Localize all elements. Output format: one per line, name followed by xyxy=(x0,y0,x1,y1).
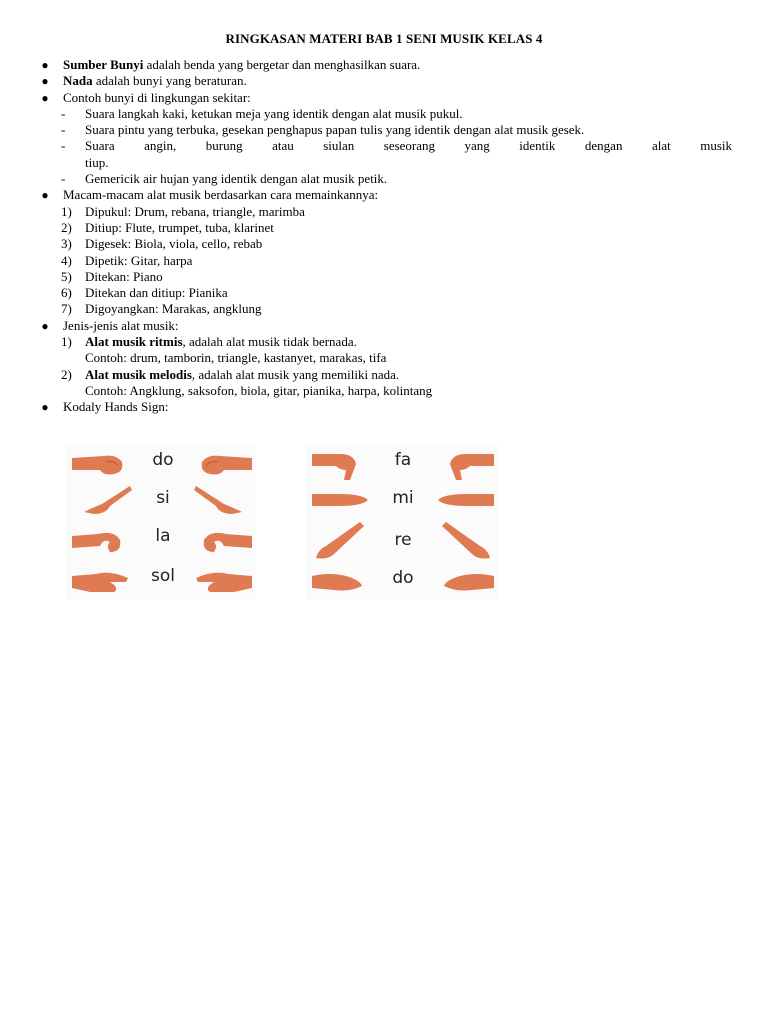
bullet-icon: ● xyxy=(41,318,49,333)
bullet-icon: ● xyxy=(41,400,49,415)
syllable-re: re xyxy=(394,530,412,550)
macam-heading: Macam-macam alat musik berdasarkan cara memainkannya: xyxy=(63,187,379,203)
sub-item: - Gemericik air hujan yang identik dengan alat musik petik. xyxy=(61,171,388,187)
sub-item: - Suara pintu yang terbuka, gesekan penghapus papan tulis yang identik dengan alat musik gesek. xyxy=(61,122,585,138)
bullet-icon: ● xyxy=(41,90,49,105)
example-line xyxy=(38,383,732,399)
example-line xyxy=(38,350,732,366)
hand-horizontal-icon xyxy=(436,488,492,516)
bullet-icon: ● xyxy=(41,188,49,203)
page-title: RINGKASAN MATERI BAB 1 SENI MUSIK KELAS 4 xyxy=(225,31,543,46)
list-item-nada xyxy=(38,73,732,89)
sub-item: - Suara angin, burung atau siulan seseorang yang identik dengan alat musik xyxy=(61,138,732,154)
hand-flat-icon xyxy=(194,566,250,594)
sub-item-continuation xyxy=(38,155,732,171)
numbered-item-text: Digesek: Biola, viola, cello, rebab xyxy=(85,236,263,252)
hand-angled-up-icon xyxy=(438,520,494,548)
syllable-mi: mi xyxy=(392,488,414,508)
content-body xyxy=(38,57,732,416)
term-nada: Nada xyxy=(63,73,93,89)
bullet-icon: ● xyxy=(41,58,49,72)
numbered-item-text: Dipetik: Gitar, harpa xyxy=(85,252,193,268)
hand-thumb-down-icon xyxy=(310,450,366,478)
numbered-item: 4) Dipetik: Gitar, harpa xyxy=(61,252,193,268)
hand-flat-icon xyxy=(70,566,126,594)
sub-item-text: Suara langkah kaki, ketukan meja yang identik dengan alat musik pukul. xyxy=(85,105,463,121)
sub-item: - Suara langkah kaki, ketukan meja yang identik dengan alat musik pukul. xyxy=(61,105,463,121)
hand-angled-up-icon xyxy=(312,520,368,548)
kodaly-panel-left xyxy=(66,446,256,600)
hand-palm-down-icon xyxy=(440,570,496,598)
numbered-item: 3) Digesek: Biola, viola, cello, rebab xyxy=(61,236,263,252)
syllable-do: do xyxy=(152,450,174,470)
numbered-item-text: Ditekan: Piano xyxy=(85,268,163,284)
syllable-fa: fa xyxy=(394,450,412,470)
hand-point-up-icon xyxy=(80,484,136,512)
hand-fist-icon xyxy=(70,450,126,478)
numbered-item-text: Dipukul: Drum, rebana, triangle, marimba xyxy=(85,203,305,219)
syllable-la: la xyxy=(155,526,171,546)
kodaly-panel-right xyxy=(306,446,498,600)
numbered-item-text: , adalah alat musik tidak bernada. xyxy=(182,334,357,350)
hand-point-up-icon xyxy=(190,484,246,512)
numbered-item: 1) Dipukul: Drum, rebana, triangle, marimba xyxy=(61,203,305,219)
sub-item-text: Gemericik air hujan yang identik dengan alat musik petik. xyxy=(85,171,388,187)
hand-palm-down-icon xyxy=(310,570,366,598)
list-item-contoh-bunyi xyxy=(38,90,732,106)
numbered-item: 5) Ditekan: Piano xyxy=(61,268,163,284)
list-item-kodaly xyxy=(38,399,732,415)
numbered-item: 7) Digoyangkan: Marakas, angklung xyxy=(61,301,262,317)
term-melodis: Alat musik melodis xyxy=(85,366,192,382)
term-ritmis: Alat musik ritmis xyxy=(85,334,183,350)
syllable-sol: sol xyxy=(151,566,175,586)
numbered-item: 1) Alat musik ritmis, adalah alat musik tidak bernada. xyxy=(61,334,357,350)
syllable-si: si xyxy=(156,488,170,508)
list-item-jenis xyxy=(38,318,732,334)
hand-curled-icon xyxy=(198,528,254,556)
example-text: Contoh: drum, tamborin, triangle, kastanyet, marakas, tifa xyxy=(85,350,387,366)
definition-nada: adalah bunyi yang beraturan. xyxy=(92,73,247,89)
kodaly-heading: Kodaly Hands Sign: xyxy=(63,399,169,415)
list-item-macam xyxy=(38,187,732,203)
numbered-item: 2) Alat musik melodis, adalah alat musik yang memiliki nada. xyxy=(61,366,400,382)
term-sumber-bunyi: Sumber Bunyi xyxy=(63,57,144,72)
hand-thumb-down-icon xyxy=(440,450,496,478)
jenis-heading: Jenis-jenis alat musik: xyxy=(63,317,179,333)
numbered-item-text: Ditiup: Flute, trumpet, tuba, klarinet xyxy=(85,219,274,235)
syllable-do: do xyxy=(392,568,414,588)
numbered-item-text: Digoyangkan: Marakas, angklung xyxy=(85,301,262,317)
example-text: Contoh: Angklung, saksofon, biola, gitar, pianika, harpa, kolintang xyxy=(85,382,433,398)
list-item-sumber-bunyi xyxy=(38,57,732,73)
sub-item-text: Suara angin, burung atau siulan seseorang yang identik dengan alat musik xyxy=(85,138,732,154)
numbered-item: 6) Ditekan dan ditiup: Pianika xyxy=(61,285,228,301)
definition-sumber-bunyi: adalah benda yang bergetar dan menghasilkan suara. xyxy=(143,57,421,72)
sub-item-text: Suara pintu yang terbuka, gesekan penghapus papan tulis yang identik dengan alat musik gesek. xyxy=(85,122,585,138)
numbered-item-text: Ditekan dan ditiup: Pianika xyxy=(85,285,228,301)
numbered-item: 2) Ditiup: Flute, trumpet, tuba, klarinet xyxy=(61,219,274,235)
contoh-bunyi-heading: Contoh bunyi di lingkungan sekitar: xyxy=(63,89,251,105)
numbered-item-text: , adalah alat musik yang memiliki nada. xyxy=(191,366,400,382)
hand-fist-icon xyxy=(198,450,254,478)
hand-horizontal-icon xyxy=(310,488,366,516)
hand-curled-icon xyxy=(70,528,126,556)
bullet-icon: ● xyxy=(41,74,49,89)
sub-item-text: tiup. xyxy=(85,154,109,170)
